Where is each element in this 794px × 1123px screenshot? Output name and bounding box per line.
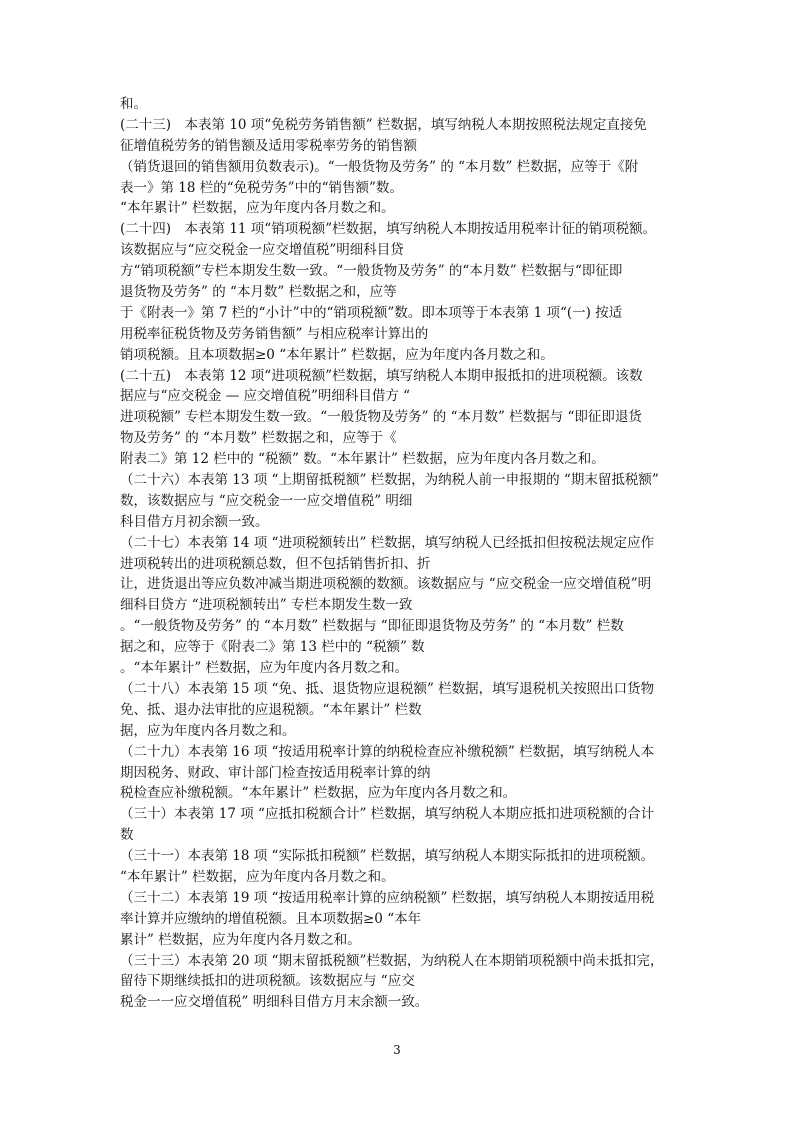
text-line: 该数据应与“应交税金一应交增值税”明细科目贷 bbox=[120, 242, 404, 259]
text-line: 让，进货退出等应负数冲减当期进项税额的数额。该数据应与 “应交税金一应交增值税”明 bbox=[120, 576, 652, 593]
text-line: 进项税额” 专栏本期发生数一致。“一般货物及劳务” 的 “本月数” 栏数据与 “即征即退货 bbox=[120, 409, 642, 426]
text-line: “本年累计” 栏数据，应为年度内各月数之和。 bbox=[120, 868, 395, 885]
text-line: 进项税转出的进项税额总数，但不包括销售折扣、折 bbox=[120, 555, 431, 572]
text-line: 税检查应补缴税额。“本年累计” 栏数据，应为年度内各月数之和。 bbox=[120, 785, 517, 802]
text-line: 于《附表一》第 7 栏的“小计”中的“销项税额”数。即本项等于本表第 1 项“(一) 按适 bbox=[120, 304, 623, 321]
text-line: 据，应为年度内各月数之和。 bbox=[120, 722, 296, 739]
text-line: (二十三) 本表第 10 项“免税劳务销售额” 栏数据，填写纳税人本期按照税法规定直接免 bbox=[120, 116, 647, 133]
text-line: 物及劳务” 的 “本月数” 栏数据之和，应等于《 bbox=[120, 430, 397, 447]
text-line: 用税率征税货物及劳务销售额” 与相应税率计算出的 bbox=[120, 325, 429, 342]
text-line: （三十三）本表第 20 项 “期末留抵税额”栏数据，为纳税人在本期销项税额中尚未抵扣完， bbox=[120, 952, 664, 969]
text-line: （三十二）本表第 19 项 “按适用税率计算的应纳税额” 栏数据，填写纳税人本期按适用税 bbox=[120, 889, 655, 906]
document-body bbox=[120, 94, 680, 1013]
text-line: (二十四) 本表第 11 项“销项税额”栏数据，填写纳税人本期按适用税率计征的销项税额。 bbox=[120, 221, 657, 238]
text-line: 期因税务、财政、审计部门检查按适用税率计算的纳 bbox=[120, 764, 431, 781]
text-line: (二十五) 本表第 12 项“进项税额”栏数据，填写纳税人本期申报抵扣的进项税额。该数 bbox=[120, 367, 643, 384]
text-line: 数 bbox=[120, 827, 134, 844]
text-line: （三十一）本表第 18 项 “实际抵扣税额” 栏数据，填写纳税人本期实际抵扣的进项税额。 bbox=[120, 848, 655, 865]
text-line: 率计算并应缴纳的增值税额。且本项数据≥0 “本年 bbox=[120, 910, 422, 927]
text-line: （三十）本表第 17 项 “应抵扣税额合计” 栏数据，填写纳税人本期应抵扣进项税额的合计 bbox=[120, 806, 655, 823]
text-line: （二十九）本表第 16 项 “按适用税率计算的纳税检查应补缴税额” 栏数据，填写纳税人本 bbox=[120, 743, 655, 760]
text-line: 据之和，应等于《附表二》第 13 栏中的 “税额” 数 bbox=[120, 639, 425, 656]
text-line: 表一》第 18 栏的“免税劳务”中的“销售额”数。 bbox=[120, 179, 403, 196]
text-line: 退货物及劳务” 的 “本月数” 栏数据之和，应等 bbox=[120, 284, 397, 301]
text-line: 征增值税劳务的销售额及适用零税率劳务的销售额 bbox=[120, 137, 417, 154]
text-line: 免、抵、退办法审批的应退税额。“本年累计” 栏数 bbox=[120, 701, 422, 718]
text-line: （二十六）本表第 13 项 “上期留抵税额” 栏数据，为纳税人前一申报期的 “期末留抵税额” bbox=[120, 472, 659, 489]
text-line: “本年累计” 栏数据，应为年度内各月数之和。 bbox=[120, 200, 395, 217]
text-line: 数，该数据应与 “应交税金一一应交增值税” 明细 bbox=[120, 492, 413, 509]
text-line: 累计” 栏数据，应为年度内各月数之和。 bbox=[120, 931, 361, 948]
text-line: 销项税额。且本项数据≥0 “本年累计” 栏数据，应为年度内各月数之和。 bbox=[120, 346, 554, 363]
text-line: （销货退回的销售额用负数表示)。“一般货物及劳务” 的 “本月数” 栏数据，应等于《附 bbox=[120, 158, 639, 175]
text-line: 和。 bbox=[120, 96, 147, 112]
text-line: 。“一般货物及劳务” 的 “本月数” 栏数据与 “即征即退货物及劳务” 的 “本月数” 栏数 bbox=[120, 618, 624, 635]
text-line: 据应与“应交税金 — 应交增值税”明细科目借方 “ bbox=[120, 388, 411, 405]
text-line: 科目借方月初余额一致。 bbox=[120, 513, 269, 530]
page-number: 3 bbox=[393, 1043, 401, 1057]
text-line: 。“本年累计” 栏数据，应为年度内各月数之和。 bbox=[120, 660, 409, 677]
text-line: 细科目贷方 “进项税额转出” 专栏本期发生数一致 bbox=[120, 597, 413, 614]
text-line: 方“销项税额”专栏本期发生数一致。“一般货物及劳务” 的“本月数” 栏数据与“即征即 bbox=[120, 263, 623, 280]
text-line: （二十七）本表第 14 项 “进项税额转出” 栏数据，填写纳税人已经抵扣但按税法规定应作 bbox=[120, 534, 655, 551]
text-line: 留待下期继续抵扣的进项税额。该数据应与 “应交 bbox=[120, 973, 415, 990]
text-line: （二十八）本表第 15 项 “免、抵、退货物应退税额” 栏数据，填写退税机关按照出口货物 bbox=[120, 680, 655, 697]
text-line: 附表二》第 12 栏中的 “税额” 数。“本年累计” 栏数据，应为年度内各月数之和。 bbox=[120, 451, 605, 468]
text-line: 税金一一应交增值税” 明细科目借方月末余额一致。 bbox=[120, 994, 429, 1011]
